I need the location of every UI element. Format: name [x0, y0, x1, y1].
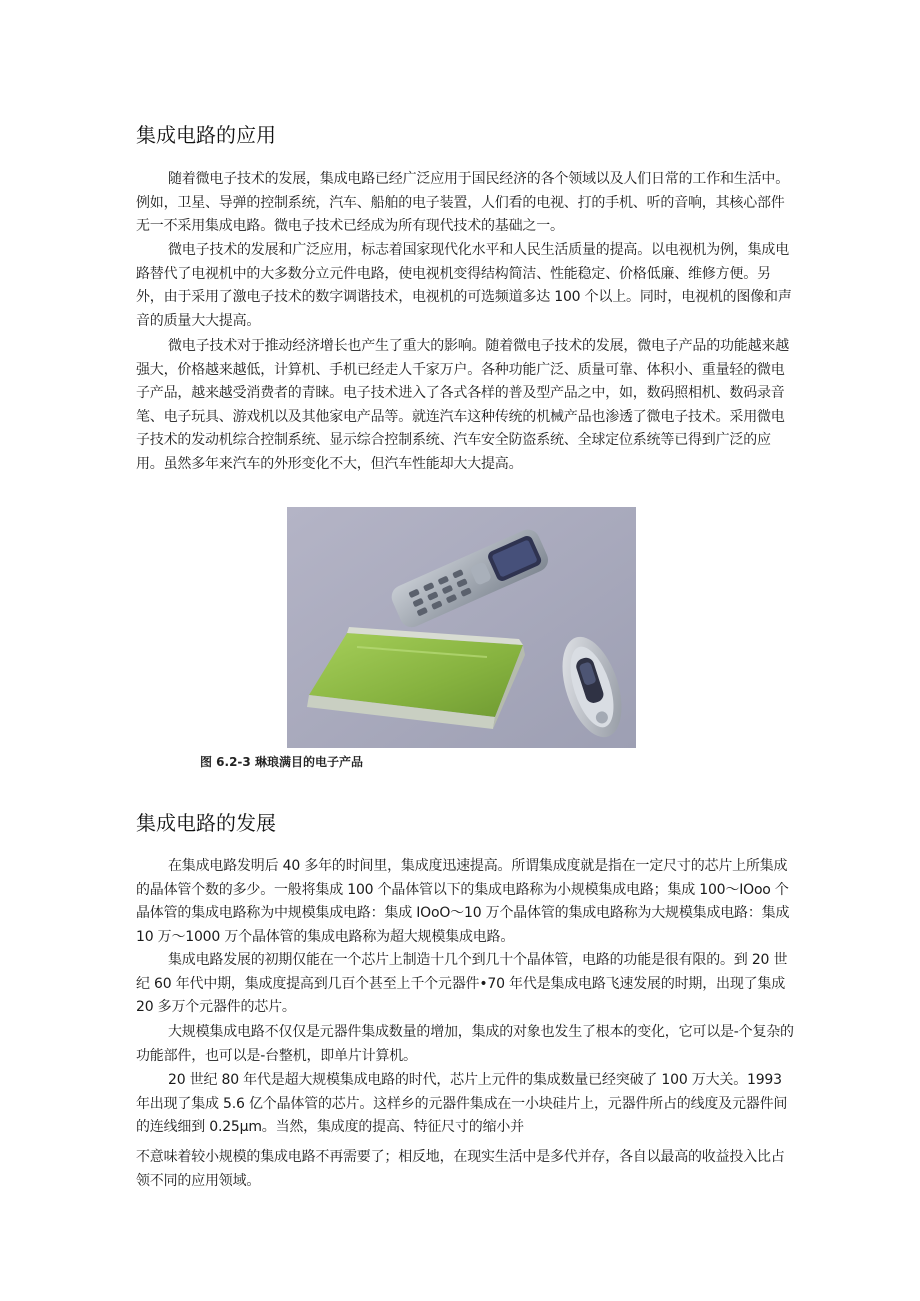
section-title-application: 集成电路的应用 — [136, 123, 276, 147]
paragraph: 微电子技术对于推动经济增长也产生了重大的影响。随着微电子技术的发展，微电子产品的功能越来越强大，价格越来越低，计算机、手机已经走人千家万户。各种功能广泛、质量可靠、体积小、重量轻的微电子产品，越来越受消费者的青睐。电子技术进入了各式各样的普及型产品之中，如，数码照相机、数码录音笔、电子玩具、游戏机以及其他家电产品等。就连汽车这种传统的机械产品也渗透了微电子技术。采用微电子技术的发动机综合控制系统、显示综合控制系统、汽车安全防盗系统、全球定位系统等已得到广泛的应用。虽然多年来汽车的外形变化不大，但汽车性能却大大提高。 — [136, 338, 789, 472]
paragraph: 20 世纪 80 年代是超大规模集成电路的时代，芯片上元件的集成数量已经突破了 100 万大关。1993 年出现了集成 5.6 亿个晶体管的芯片。这样乡的元器件集成在一小块硅片上，元器件所占的线度及元器件间的连线细到 0.25μm。当然，集成度的提高、特征尺寸的缩小并 — [136, 1072, 788, 1135]
electronic-products-photo — [287, 507, 636, 748]
paragraph: 集成电路发展的初期仅能在一个芯片上制造十几个到几十个晶体管，电路的功能是很有限的。到 20 世纪 60 年代中期，集成度提高到几百个甚至上千个元器件•70 年代是集成电路飞速发展的时期，出现了集成 20 多万个元器件的芯片。 — [136, 952, 788, 1015]
paragraph: 微电子技术的发展和广泛应用，标志着国家现代化水平和人民生活质量的提高。以电视机为例，集成电路替代了电视机中的大多数分立元件电路，使电视机变得结构简洁、性能稳定、价格低廉、维修方便。另外，由于采用了激电子技术的数字调谐技术，电视机的可选频道多达 100 个以上。同时，电视机的图像和声音的质量大大提高。 — [136, 242, 792, 329]
section-title-development: 集成电路的发展 — [136, 811, 276, 835]
paragraph: 在集成电路发明后 40 多年的时间里，集成度迅速提高。所谓集成度就是指在一定尺寸的芯片上所集成的晶体管个数的多少。一般将集成 100 个晶体管以下的集成电路称为小规模集成电路；集成 100～IOoo 个晶体管的集成电路称为中规模集成电路：集成 IOoO～10 万个晶体管的集成电路称为大规模集成电路：集成 10 万～1000 万个晶体管的集成电路称为超大规模集成电路。 — [136, 858, 790, 945]
figure-caption: 图 6.2-3 琳琅满目的电子产品 — [200, 755, 363, 769]
paragraph: 随着微电子技术的发展，集成电路已经广泛应用于国民经济的各个领域以及人们日常的工作和生活中。例如，卫星、导弹的控制系统，汽车、船舶的电子装置，人们看的电视、打的手机、听的音响，其核心部件无一不采用集成电路。微电子技术已经成为所有现代技术的基础之一。 — [136, 171, 789, 234]
paragraph: 大规模集成电路不仅仅是元器件集成数量的增加，集成的对象也发生了根本的变化，它可以是-个复杂的功能部件，也可以是-台整机，即单片计算机。 — [136, 1024, 794, 1064]
paragraph: 不意味着较小规模的集成电路不再需要了；相反地，在现实生活中是多代并存，各自以最高的收益投入比占领不同的应用领域。 — [136, 1149, 785, 1189]
